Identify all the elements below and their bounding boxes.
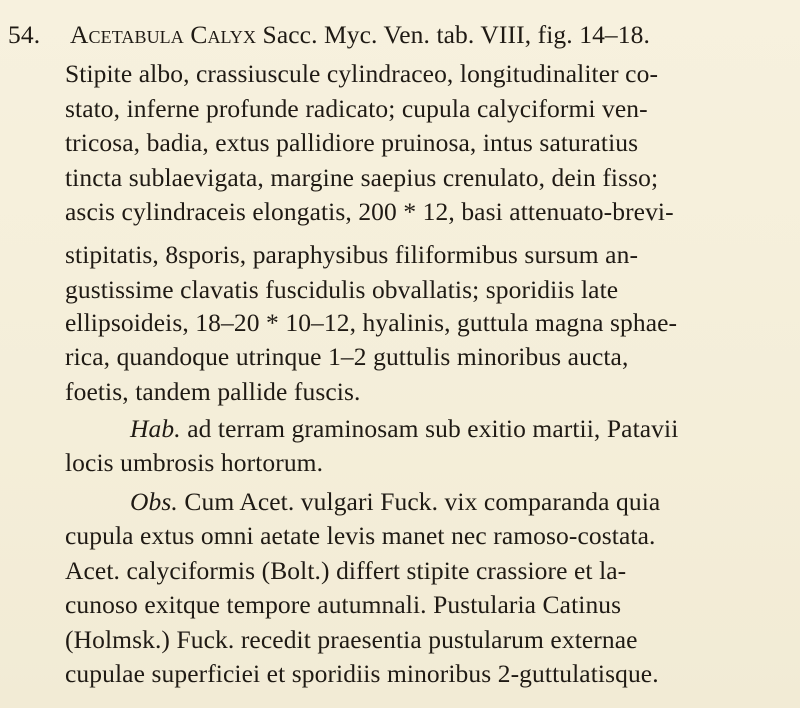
observation-line: (Holmsk.) Fuck. recedit praesentia pustularum externae [65,625,638,654]
entry-heading [8,20,650,50]
observation-line: cupula extus omni aetate levis manet nec ramoso-costata. [65,521,656,550]
species-name: Acetabula Calyx [70,20,257,49]
habitat-line [130,414,678,444]
description-line: stato, inferne profunde radicato; cupula calyciformi ven- [65,94,648,123]
obs-label: Obs. [130,487,178,516]
habitat-line-2: locis umbrosis hortorum. [65,448,324,477]
obs-text: Cum Acet. vulgari Fuck. vix comparanda quia [184,487,661,516]
observation-line: Acet. calyciformis (Bolt.) differt stipite crassiore et la- [65,556,627,585]
observation-line: cupulae superficiei et sporidiis minoribus 2-guttulatisque. [65,659,659,688]
description-line: ascis cylindraceis elongatis, 200 * 12, basi attenuato-brevi- [65,197,674,226]
description-line: stipitatis, 8sporis, paraphysibus filiformibus sursum an- [65,240,639,269]
observation-line [130,487,660,517]
habitat-text: ad terram graminosam sub exitio martii, Patavii [187,414,679,443]
description-line: Stipite albo, crassiuscule cylindraceo, longitudinaliter co- [65,59,659,88]
description-line: gustissime clavatis fuscidulis obvallatis; sporidiis late [65,275,619,304]
description-line: tincta sublaevigata, margine saepius crenulato, dein fisso; [65,163,659,192]
citation: Sacc. Myc. Ven. tab. VIII, fig. 14–18. [262,20,650,49]
habitat-label: Hab. [130,414,181,443]
description-line: ellipsoideis, 18–20 * 10–12, hyalinis, guttula magna sphae- [65,308,678,337]
entry-number: 54. [8,20,41,49]
description-line: rica, quandoque utrinque 1–2 guttulis minoribus aucta, [65,342,629,371]
description-line: foetis, tandem pallide fuscis. [65,377,361,406]
description-line: tricosa, badia, extus pallidiore pruinosa, intus saturatius [65,128,639,157]
observation-line: cunoso exitque tempore autumnali. Pustularia Catinus [65,590,622,619]
